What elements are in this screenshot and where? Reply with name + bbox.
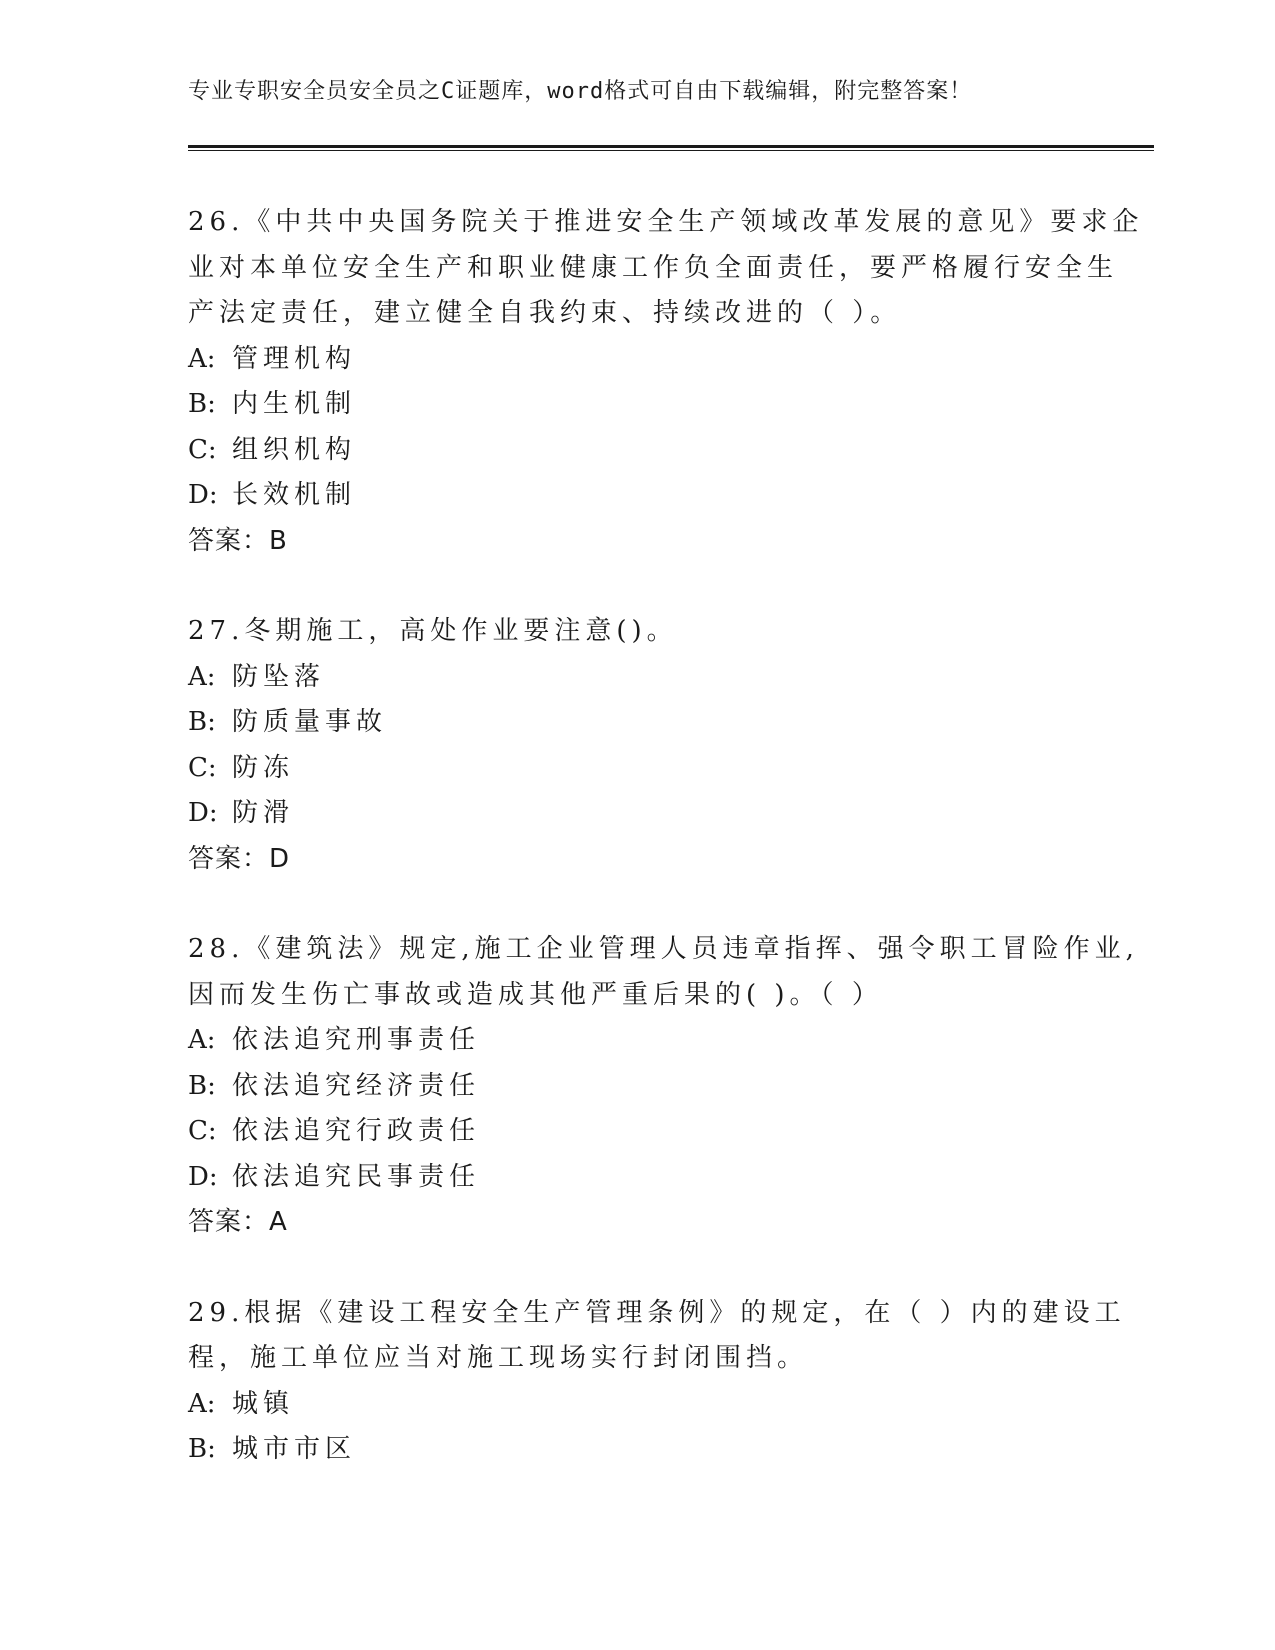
option-c bbox=[188, 428, 1088, 474]
option-text: 依法追究民事责任 bbox=[232, 1161, 481, 1192]
question-stem-line: 27.冬期施工，高处作业要注意()。 bbox=[188, 616, 678, 646]
option-a bbox=[188, 1018, 1088, 1064]
option-text: 组织机构 bbox=[232, 434, 357, 465]
question-stem-line: 29.根据《建设工程安全生产管理条例》的规定，在（ ）内的建设工 bbox=[188, 1297, 1126, 1328]
option-key: C: bbox=[188, 434, 217, 465]
option-key: D: bbox=[188, 1161, 218, 1192]
option-c bbox=[188, 1109, 1088, 1155]
option-key: A: bbox=[188, 1025, 216, 1055]
option-key: A: bbox=[188, 343, 216, 374]
option-b bbox=[188, 1064, 1088, 1110]
option-d bbox=[188, 473, 1088, 519]
option-key: D: bbox=[188, 798, 218, 828]
option-b bbox=[188, 382, 1088, 428]
option-key: B: bbox=[188, 1070, 216, 1101]
question-stem-line: 产法定责任，建立健全自我约束、持续改进的（ ）。 bbox=[188, 298, 902, 328]
option-text: 依法追究行政责任 bbox=[232, 1116, 481, 1146]
option-text: 防冻 bbox=[232, 752, 295, 783]
option-a bbox=[188, 655, 1088, 701]
option-text: 防坠落 bbox=[232, 661, 326, 692]
option-text: 依法追究经济责任 bbox=[232, 1070, 481, 1101]
page-header: 专业专职安全员安全员之C证题库，word格式可自由下载编辑，附完整答案！ bbox=[188, 79, 973, 104]
option-d bbox=[188, 791, 1088, 837]
option-d bbox=[188, 1155, 1088, 1201]
option-text: 管理机构 bbox=[232, 343, 357, 374]
option-key: A: bbox=[188, 661, 216, 692]
option-text: 依法追究刑事责任 bbox=[232, 1025, 481, 1055]
question-stem-line: 26.《中共中央国务院关于推进安全生产领域改革发展的意见》要求企 bbox=[188, 207, 1144, 237]
question-stem-line: 业对本单位安全生产和职业健康工作负全面责任，要严格履行安全生 bbox=[188, 252, 1119, 283]
option-key: A: bbox=[188, 1388, 216, 1419]
header-rule-thick bbox=[188, 145, 1154, 148]
answer-label: 答案：B bbox=[188, 525, 288, 556]
option-text: 防滑 bbox=[232, 798, 295, 828]
option-text: 城镇 bbox=[232, 1388, 295, 1419]
option-text: 城市市区 bbox=[232, 1434, 357, 1464]
option-key: D: bbox=[188, 480, 218, 510]
option-key: B: bbox=[188, 1434, 216, 1464]
question-26 bbox=[188, 200, 1144, 564]
option-key: C: bbox=[188, 1116, 217, 1146]
option-text: 防质量事故 bbox=[232, 707, 388, 737]
option-b bbox=[188, 1427, 1088, 1473]
option-key: C: bbox=[188, 752, 217, 783]
option-text: 内生机制 bbox=[232, 389, 357, 419]
option-b bbox=[188, 700, 1088, 746]
answer-label: 答案：D bbox=[188, 843, 291, 874]
answer-label: 答案：A bbox=[188, 1207, 288, 1237]
question-28 bbox=[188, 927, 1139, 1246]
header-rule-thin bbox=[188, 150, 1154, 151]
option-key: B: bbox=[188, 389, 216, 419]
question-stem-line: 因而发生伤亡事故或造成其他严重后果的( )。（ ） bbox=[188, 979, 883, 1010]
option-a bbox=[188, 337, 1088, 383]
option-text: 长效机制 bbox=[232, 480, 357, 510]
option-a bbox=[188, 1382, 1088, 1428]
question-29 bbox=[188, 1291, 1126, 1473]
question-27 bbox=[188, 609, 1088, 882]
option-c bbox=[188, 746, 1088, 792]
question-stem-line: 程，施工单位应当对施工现场实行封闭围挡。 bbox=[188, 1343, 809, 1373]
question-stem-line: 28.《建筑法》规定,施工企业管理人员违章指挥、强令职工冒险作业, bbox=[188, 934, 1139, 964]
question-list bbox=[188, 200, 1144, 1518]
option-key: B: bbox=[188, 707, 216, 737]
